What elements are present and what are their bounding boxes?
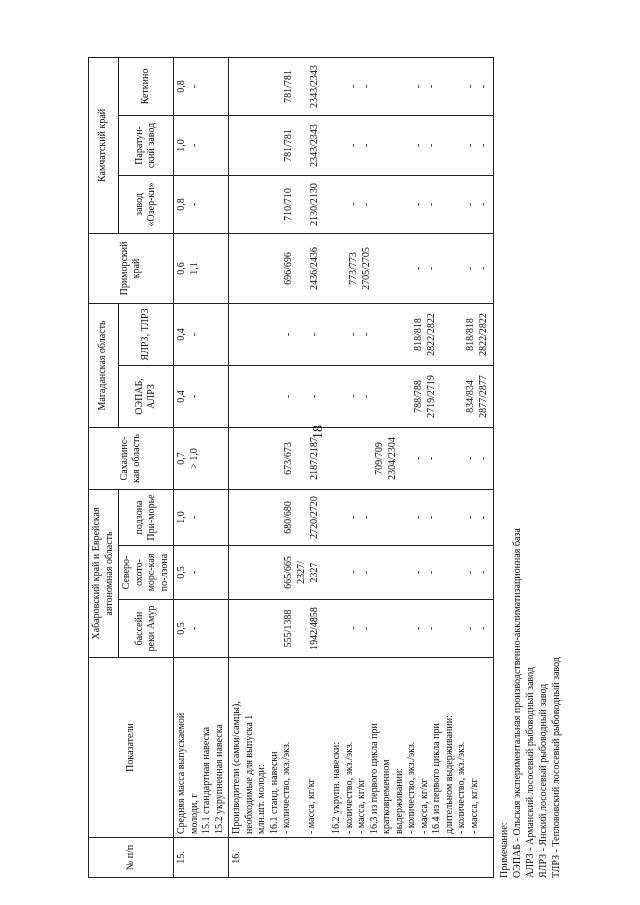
cell-line xyxy=(374,603,387,654)
cell-line xyxy=(270,179,283,230)
cell-line: 2327/ xyxy=(296,561,307,584)
cell-line xyxy=(387,179,400,230)
cell-line xyxy=(387,119,400,172)
cell-line: 2130/2130 xyxy=(309,183,320,226)
cell-line: - xyxy=(309,394,320,399)
cell-line: 2705/2705 xyxy=(361,247,372,290)
cell-line: - xyxy=(189,143,200,148)
cell-line xyxy=(257,237,270,300)
cell-line: 2822/2822 xyxy=(426,313,437,356)
cell-line xyxy=(335,549,348,596)
cell-line xyxy=(400,549,413,596)
cell-line: 788/788 xyxy=(413,380,424,413)
cell-line: - xyxy=(361,515,372,520)
cell-line xyxy=(439,493,452,542)
table-row-16 xyxy=(229,57,494,877)
cell-line: > 1,0 xyxy=(189,448,200,469)
cell-line: - xyxy=(348,143,359,148)
cell-line xyxy=(452,119,465,172)
cell-line: - xyxy=(426,266,437,271)
cell-line: - xyxy=(478,456,489,461)
cell-line xyxy=(439,61,452,112)
cell-line: 2187/2187 xyxy=(309,437,320,480)
cell-line: - xyxy=(426,84,437,89)
cell-line xyxy=(374,237,387,300)
cell-line xyxy=(322,603,335,654)
row15-yalrz xyxy=(174,303,229,365)
cell-line xyxy=(387,307,400,362)
cell-line xyxy=(270,493,283,542)
cell-line xyxy=(335,369,348,424)
cell-line xyxy=(335,61,348,112)
header-primorye-zone: подзона При-морье xyxy=(119,489,174,545)
header-magadan: Магаданская область xyxy=(89,303,119,427)
cell-line: - xyxy=(465,570,476,575)
cell-line xyxy=(257,119,270,172)
row16-indicator xyxy=(229,658,494,838)
cell-line xyxy=(335,119,348,172)
cell-line: кратковременном xyxy=(381,759,392,834)
cell-line: - xyxy=(465,202,476,207)
cell-line: - xyxy=(189,626,200,631)
cell-line: - xyxy=(478,570,489,575)
header-okhotsk: Северо-охото-морс-кая по-лзона xyxy=(119,546,174,600)
cell-line: - xyxy=(189,570,200,575)
cell-line: - xyxy=(361,332,372,337)
cell-line: 0,4 xyxy=(176,390,187,403)
cell-line xyxy=(231,307,244,362)
cell-line: - масса, кг/кг xyxy=(306,778,317,834)
cell-line: 0,5 xyxy=(176,566,187,579)
cell-line xyxy=(322,237,335,300)
cell-line xyxy=(231,61,244,112)
cell-line xyxy=(322,179,335,230)
cell-line: - xyxy=(413,266,424,271)
cell-line: необходимые для выпуска 1 xyxy=(243,714,255,834)
row15-indicator xyxy=(174,658,229,838)
row16-ozerki xyxy=(229,175,494,233)
cell-line: - количество, экз./экз. xyxy=(456,741,467,834)
cell-line: - xyxy=(361,143,372,148)
cell-line xyxy=(270,237,283,300)
cell-line: 2822/2822 xyxy=(478,313,489,356)
cell-line xyxy=(387,237,400,300)
cell-line: - xyxy=(426,143,437,148)
cell-line xyxy=(439,369,452,424)
cell-line xyxy=(231,369,244,424)
cell-line: 781/781 xyxy=(283,70,294,103)
cell-line xyxy=(319,661,332,834)
cell-line: 2877/2877 xyxy=(478,375,489,418)
row16-amur xyxy=(229,600,494,658)
cell-line: 2343/2343 xyxy=(309,124,320,167)
row16-primorsky xyxy=(229,233,494,303)
cell-line: - xyxy=(426,515,437,520)
row16-oepab xyxy=(229,365,494,427)
cell-line: 15.1 стандартная навеска xyxy=(201,726,212,834)
header-oepab: ОЭПАБ, АЛРЗ xyxy=(119,365,174,427)
header-ketkino: Кеткино xyxy=(119,57,174,115)
notes-block xyxy=(498,28,563,878)
cell-line xyxy=(244,493,257,542)
cell-line xyxy=(452,603,465,654)
cell-line xyxy=(400,179,413,230)
cell-line xyxy=(296,603,309,654)
cell-line: молоди, г xyxy=(188,793,200,834)
cell-line: 0,8 xyxy=(176,80,187,93)
cell-line xyxy=(387,549,400,596)
cell-line xyxy=(270,603,283,654)
cell-line xyxy=(439,307,452,362)
cell-line: 696/696 xyxy=(283,252,294,285)
cell-line: 0,7 xyxy=(176,452,187,465)
cell-line xyxy=(296,237,309,300)
cell-line xyxy=(335,431,348,486)
cell-line xyxy=(452,237,465,300)
cell-line: - xyxy=(426,456,437,461)
cell-line xyxy=(244,119,257,172)
cell-line xyxy=(400,369,413,424)
cell-line: - xyxy=(189,394,200,399)
cell-line: 781/781 xyxy=(283,129,294,162)
cell-line xyxy=(439,549,452,596)
cell-line xyxy=(452,179,465,230)
cell-line: 665/665 xyxy=(283,556,294,589)
cell-line: - xyxy=(361,570,372,575)
cell-line: 1,1 xyxy=(189,262,200,275)
cell-line: Примечание: xyxy=(499,822,510,878)
cell-line: - масса, кг/кг xyxy=(468,778,480,834)
cell-line xyxy=(335,307,348,362)
cell-line xyxy=(439,431,452,486)
header-yalrz: ЯЛРЗ, ТЛРЗ xyxy=(119,303,174,365)
cell-line xyxy=(322,369,335,424)
cell-line xyxy=(244,549,257,596)
cell-line: - xyxy=(361,202,372,207)
cell-line xyxy=(270,549,283,596)
cell-line: - xyxy=(361,394,372,399)
cell-line xyxy=(296,307,309,362)
cell-line xyxy=(374,369,387,424)
cell-line: - xyxy=(348,332,359,337)
cell-line: - xyxy=(478,626,489,631)
cell-line xyxy=(257,431,270,486)
row16-okhotsk xyxy=(229,546,494,600)
cell-line: - количество, экз./экз. xyxy=(281,741,292,834)
cell-line xyxy=(387,369,400,424)
cell-line: длительном выдерживании: xyxy=(443,715,455,834)
cell-line xyxy=(231,237,244,300)
row15-primorye-zone xyxy=(174,489,229,545)
cell-line xyxy=(322,119,335,172)
row15-sakhalin xyxy=(174,427,229,489)
cell-line xyxy=(296,179,309,230)
cell-line xyxy=(296,431,309,486)
cell-line xyxy=(270,307,283,362)
cell-line: - xyxy=(309,332,320,337)
cell-line xyxy=(387,603,400,654)
cell-line: - xyxy=(413,143,424,148)
cell-line xyxy=(374,493,387,542)
cell-line xyxy=(244,431,257,486)
fish-table xyxy=(88,57,494,878)
cell-line xyxy=(270,119,283,172)
cell-line: - масса, кг/кг xyxy=(356,778,367,834)
cell-line: - xyxy=(465,266,476,271)
cell-line xyxy=(257,493,270,542)
cell-line: - xyxy=(478,84,489,89)
cell-line: - xyxy=(413,515,424,520)
cell-line xyxy=(244,61,257,112)
cell-line: - xyxy=(189,84,200,89)
cell-line: 0,6 xyxy=(176,262,187,275)
header-ozerki: завод «Озер-ки» xyxy=(119,175,174,233)
cell-line xyxy=(322,431,335,486)
row16-sakhalin xyxy=(229,427,494,489)
cell-line xyxy=(452,61,465,112)
cell-line xyxy=(231,549,244,596)
cell-line: 0,5 xyxy=(176,622,187,635)
cell-line xyxy=(244,369,257,424)
cell-line xyxy=(335,179,348,230)
cell-line xyxy=(335,237,348,300)
cell-line xyxy=(374,179,387,230)
cell-line xyxy=(231,603,244,654)
cell-line: - xyxy=(478,202,489,207)
cell-line xyxy=(322,493,335,542)
cell-line xyxy=(374,61,387,112)
cell-line xyxy=(244,237,257,300)
cell-line xyxy=(361,431,374,486)
row15-oepab xyxy=(174,365,229,427)
cell-line xyxy=(257,603,270,654)
cell-line: 818/818 xyxy=(413,318,424,351)
cell-line xyxy=(231,493,244,542)
cell-line xyxy=(257,307,270,362)
cell-line: - xyxy=(189,332,200,337)
cell-line xyxy=(294,661,307,834)
cell-line xyxy=(244,603,257,654)
row15-ozerki xyxy=(174,175,229,233)
row16-primorye-zone xyxy=(229,489,494,545)
cell-line xyxy=(400,119,413,172)
cell-line: - масса, кг/кг xyxy=(418,778,430,834)
header-num: № п/п xyxy=(89,838,174,878)
cell-line: - xyxy=(426,202,437,207)
cell-line: - xyxy=(189,202,200,207)
cell-line xyxy=(296,369,309,424)
header-sakhalin: Сахалинс-кая область xyxy=(89,427,174,489)
cell-line: 773/773 xyxy=(348,252,359,285)
header-kamchatka: Камчатский край xyxy=(89,57,119,233)
cell-line xyxy=(387,493,400,542)
cell-line: - xyxy=(478,266,489,271)
row15-amur xyxy=(174,600,229,658)
cell-line: Средняя масса выпускаемой xyxy=(176,712,187,834)
cell-line xyxy=(374,119,387,172)
cell-line: 1942/4858 xyxy=(309,607,320,650)
cell-line xyxy=(322,549,335,596)
cell-line: - xyxy=(413,202,424,207)
cell-line xyxy=(257,61,270,112)
cell-line: 2720/2720 xyxy=(309,496,320,539)
cell-line xyxy=(452,549,465,596)
row-number: 16. xyxy=(229,838,494,878)
cell-line xyxy=(231,119,244,172)
row15-paratunsky xyxy=(174,115,229,175)
cell-line: ОЭПАБ - Ольская экспериментальная производственно-акклиматизационная база xyxy=(512,528,523,878)
row15-primorsky xyxy=(174,233,229,303)
cell-line: АЛРЗ - Арманский лососевый рыбоводный завод xyxy=(525,667,536,878)
cell-line: ЯЛРЗ - Янский лососевый рыбоводный завод xyxy=(538,683,549,878)
cell-line xyxy=(374,549,387,596)
cell-line: 16.4 из первого цикла при xyxy=(431,723,442,834)
cell-line xyxy=(296,493,309,542)
cell-line xyxy=(231,431,244,486)
cell-line: 2436/2436 xyxy=(309,247,320,290)
cell-line xyxy=(400,237,413,300)
cell-line: 0,8 xyxy=(176,198,187,211)
cell-line xyxy=(322,307,335,362)
cell-line: - xyxy=(426,626,437,631)
cell-line xyxy=(257,549,270,596)
cell-line xyxy=(439,119,452,172)
table-row-15 xyxy=(174,57,229,877)
cell-line: - xyxy=(348,570,359,575)
rotated-sheet xyxy=(88,28,562,878)
cell-line: ТЛРЗ - Теплововский лососевый рыбоводный завод xyxy=(551,657,562,878)
cell-line: - xyxy=(348,202,359,207)
cell-line xyxy=(452,493,465,542)
cell-line: - xyxy=(465,84,476,89)
cell-line xyxy=(452,307,465,362)
cell-line xyxy=(335,493,348,542)
cell-line: - xyxy=(426,570,437,575)
cell-line: - количество, экз./экз. xyxy=(406,741,417,834)
header-amur: бассейн реки Амур xyxy=(119,600,174,658)
cell-line: 15.2 укрупненная навеска xyxy=(213,724,225,834)
cell-line: - xyxy=(348,515,359,520)
cell-line: 16.2 укрупн. навески: xyxy=(331,742,342,834)
cell-line: 673/673 xyxy=(283,442,294,475)
cell-line xyxy=(296,119,309,172)
cell-line: - xyxy=(348,626,359,631)
cell-line xyxy=(257,179,270,230)
cell-line: - xyxy=(361,84,372,89)
cell-line xyxy=(387,61,400,112)
cell-line xyxy=(452,369,465,424)
cell-line: - xyxy=(413,84,424,89)
cell-line xyxy=(400,307,413,362)
cell-line xyxy=(244,307,257,362)
cell-line: - xyxy=(348,394,359,399)
cell-line: 0,4 xyxy=(176,328,187,341)
cell-line xyxy=(270,369,283,424)
cell-line xyxy=(400,493,413,542)
row15-ketkino xyxy=(174,57,229,115)
cell-line: - количество, экз./экз. xyxy=(343,741,355,834)
cell-line: - xyxy=(348,84,359,89)
cell-line: - xyxy=(465,143,476,148)
cell-line: - xyxy=(413,570,424,575)
cell-line xyxy=(439,603,452,654)
cell-line: - xyxy=(189,515,200,520)
cell-line xyxy=(400,61,413,112)
cell-line: 1,0 xyxy=(176,511,187,524)
row-number: 15. xyxy=(174,838,229,878)
cell-line: - xyxy=(413,456,424,461)
page-number: 18 xyxy=(311,425,326,439)
header-row-1 xyxy=(89,57,119,877)
cell-line: 818/818 xyxy=(465,318,476,351)
row16-paratunsky xyxy=(229,115,494,175)
cell-line: 2343/2343 xyxy=(309,65,320,108)
cell-line: 16.3 из первого цикла при xyxy=(368,723,380,834)
cell-line: 709/709 xyxy=(374,442,385,475)
cell-line: 16.1 станд. навески xyxy=(268,751,280,834)
cell-line: млн.шт. молоди: xyxy=(256,764,267,834)
cell-line: - xyxy=(465,626,476,631)
cell-line: - xyxy=(413,626,424,631)
row15-okhotsk xyxy=(174,546,229,600)
cell-line xyxy=(335,603,348,654)
cell-line xyxy=(270,431,283,486)
cell-line: 2304/2304 xyxy=(387,437,398,480)
cell-line: - xyxy=(465,456,476,461)
cell-line: - xyxy=(465,515,476,520)
row16-ketkino xyxy=(229,57,494,115)
cell-line: 834/834 xyxy=(465,380,476,413)
cell-line: 555/1388 xyxy=(283,609,294,648)
cell-line: - xyxy=(478,143,489,148)
cell-line xyxy=(400,431,413,486)
cell-line xyxy=(374,307,387,362)
header-indicator: Показатели xyxy=(89,658,174,838)
header-khabarovsk: Хабаровский край и Еврейская автономная область xyxy=(89,489,119,657)
row16-yalrz xyxy=(229,303,494,365)
cell-line: - xyxy=(283,394,294,399)
cell-line xyxy=(231,179,244,230)
cell-line: 2719/2719 xyxy=(426,375,437,418)
cell-line: 710/710 xyxy=(283,188,294,221)
cell-line xyxy=(452,431,465,486)
cell-line xyxy=(439,179,452,230)
cell-line xyxy=(322,61,335,112)
header-primorsky: Приморский край xyxy=(89,233,174,303)
cell-line xyxy=(270,61,283,112)
cell-line xyxy=(257,369,270,424)
cell-line xyxy=(296,61,309,112)
cell-line: - xyxy=(478,515,489,520)
cell-line: 680/680 xyxy=(283,501,294,534)
cell-line: 1,0 xyxy=(176,139,187,152)
header-paratunsky: Паратун-ский завод xyxy=(119,115,174,175)
cell-line: 2327 xyxy=(309,562,320,583)
cell-line: выдерживании: xyxy=(393,767,405,834)
cell-line xyxy=(244,179,257,230)
cell-line xyxy=(400,603,413,654)
cell-line: - xyxy=(283,332,294,337)
cell-line xyxy=(439,237,452,300)
cell-line: Производители (самки/самцы), xyxy=(231,701,242,834)
cell-line xyxy=(348,431,361,486)
cell-line: - xyxy=(361,626,372,631)
